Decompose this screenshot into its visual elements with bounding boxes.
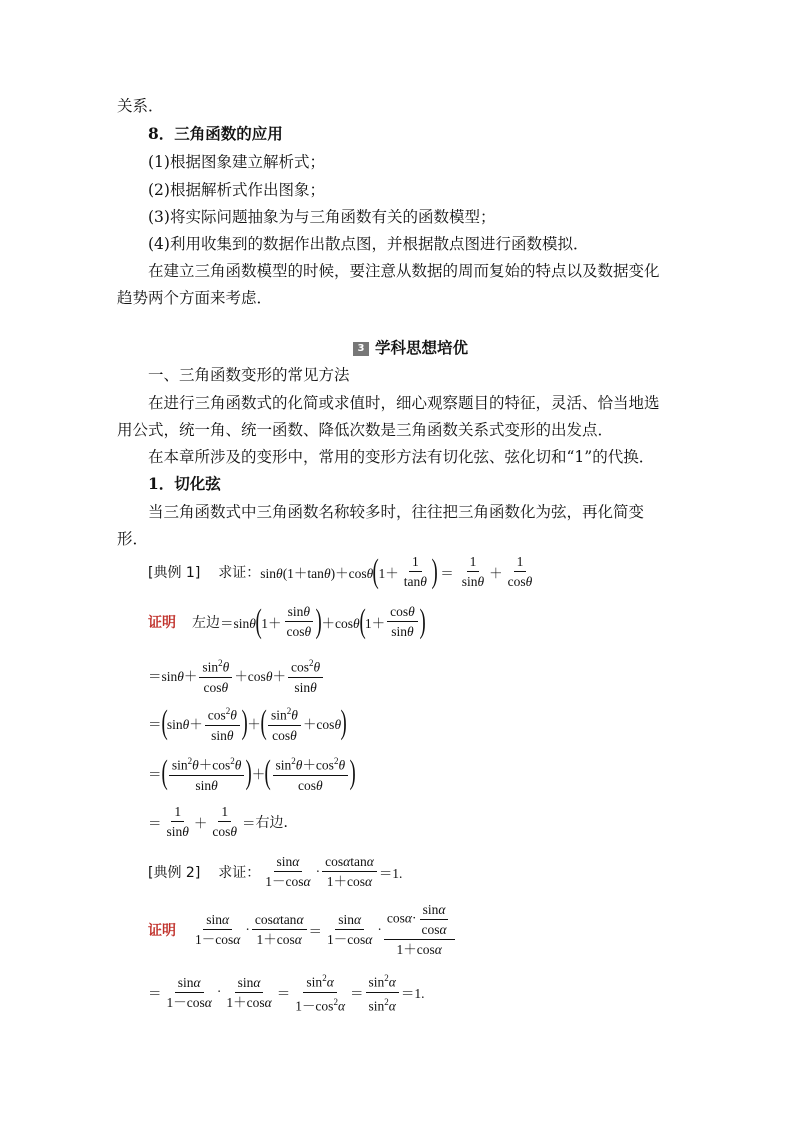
list-item: (1)根据图象建立解析式； <box>148 153 325 171</box>
example1-statement: [典例 1] 求证： sinθ(1＋tanθ)＋cosθ ( 1＋ $\frac{1}{\tan\theta}$ ) ＝ $\frac{1}{\sin\theta}$ ＋ $\frac{1}{\cos\theta}$ <box>148 552 533 590</box>
subheading: 1．切化弦 <box>148 474 221 493</box>
heading-applications: 8．三角函数的应用 <box>148 124 283 143</box>
section-badge-icon: 3 <box>353 342 369 356</box>
paragraph-line: 形． <box>117 530 149 548</box>
paragraph-line: 用公式，统一角、统一函数、降低次数是三角函数关系式变形的出发点． <box>117 421 614 439</box>
proof-step: ＝ ( sinθ＋ $\frac{\cos^2\theta}{\sin\theta}$ ) ＋ ( $\frac{\sin^2\theta}{\cos\theta}$ ＋cosθ ) <box>148 704 347 743</box>
section-title <box>353 338 468 358</box>
list-item: (4)利用收集到的数据作出散点图，并根据散点图进行函数模拟． <box>148 235 589 253</box>
paragraph-line: 趋势两个方面来考虑． <box>117 289 273 307</box>
list-item: (3)将实际问题抽象为与三角函数有关的函数模型； <box>148 208 496 226</box>
period: ． <box>283 814 298 831</box>
proof-label: 证明 <box>148 614 176 631</box>
proof-step: ＝sinθ＋ $\frac{\sin^2\theta}{\cos\theta}$ ＋cosθ＋ $\frac{\cos^2\theta}{\sin\theta}$ <box>148 655 325 696</box>
paragraph-line: 当三角函数式中三角函数名称较多时，往往把三角函数化为弦，再化简变 <box>148 503 645 521</box>
example-label: [典例 2] <box>148 864 201 881</box>
paragraph-line: 在进行三角函数式的化简或求值时，细心观察题目的特征，灵活、恰当地选 <box>148 394 660 412</box>
text-relation: 关系． <box>117 97 164 115</box>
proof-step: ＝ $\frac{1}{\sin\theta}$ ＋ $\frac{1}{\cos\theta}$ ＝ 右边 ． <box>148 804 298 839</box>
paragraph-line: 在本章所涉及的变形中，常用的变形方法有切化弦、弦化切和“1”的代换． <box>148 448 655 466</box>
prompt-text: 求证： <box>218 864 261 881</box>
subheading: 一、三角函数变形的常见方法 <box>148 366 350 384</box>
example-label: [典例 1] <box>148 564 201 581</box>
proof-label: 证明 <box>148 922 176 939</box>
list-item: (2)根据解析式作出图象； <box>148 181 325 199</box>
paragraph-line: 在建立三角函数模型的时候，要注意从数据的周而复始的特点以及数据变化 <box>148 262 660 280</box>
section-title-text: 学科思想培优 <box>375 338 469 357</box>
prompt-text: 求证： <box>218 564 261 581</box>
proof-step: 证明 左边 ＝sinθ ( 1＋ $\frac{\sin\theta}{\cos\theta}$ ) ＋cosθ ( 1＋ $\frac{\cos\theta}{\sin\theta}$ ) <box>148 602 426 640</box>
example2-statement: [典例 2] 求证： $\frac{\sin\alpha}{1-\cos\alpha}$ · $\frac{\cos\alpha\tan\alpha}{1+\cos\alpha}$ ＝1. <box>148 854 403 889</box>
right-side-label: 右边 <box>255 814 284 831</box>
proof-step: ＝ ( $\frac{\sin^2\theta+\cos^2\theta}{\sin\theta}$ ) ＋ ( $\frac{\sin^2\theta+\cos^2\theta}{\cos\theta}$ ) <box>148 754 356 793</box>
left-side-label: 左边 <box>192 614 220 631</box>
proof-step: ＝ $\frac{\sin\alpha}{1-\cos\alpha}$ · $\frac{\sin\alpha}{1+\cos\alpha}$ ＝ $\frac{\sin^2\alpha}{1-\cos^2\alpha}$ ＝ $\frac{\sin^2\alpha}{\sin^2\alpha}$ ＝1. <box>148 970 425 1014</box>
proof-step: 证明 $\frac{\sin\alpha}{1-\cos\alpha}$ · $\frac{\cos\alpha\tan\alpha}{1+\cos\alpha}$ ＝ $\frac{\sin\alpha}{1-\cos\alpha}$ · cosα· $\frac{\sin\alpha}{\cos\alpha}$ 1＋cosα <box>148 901 457 958</box>
